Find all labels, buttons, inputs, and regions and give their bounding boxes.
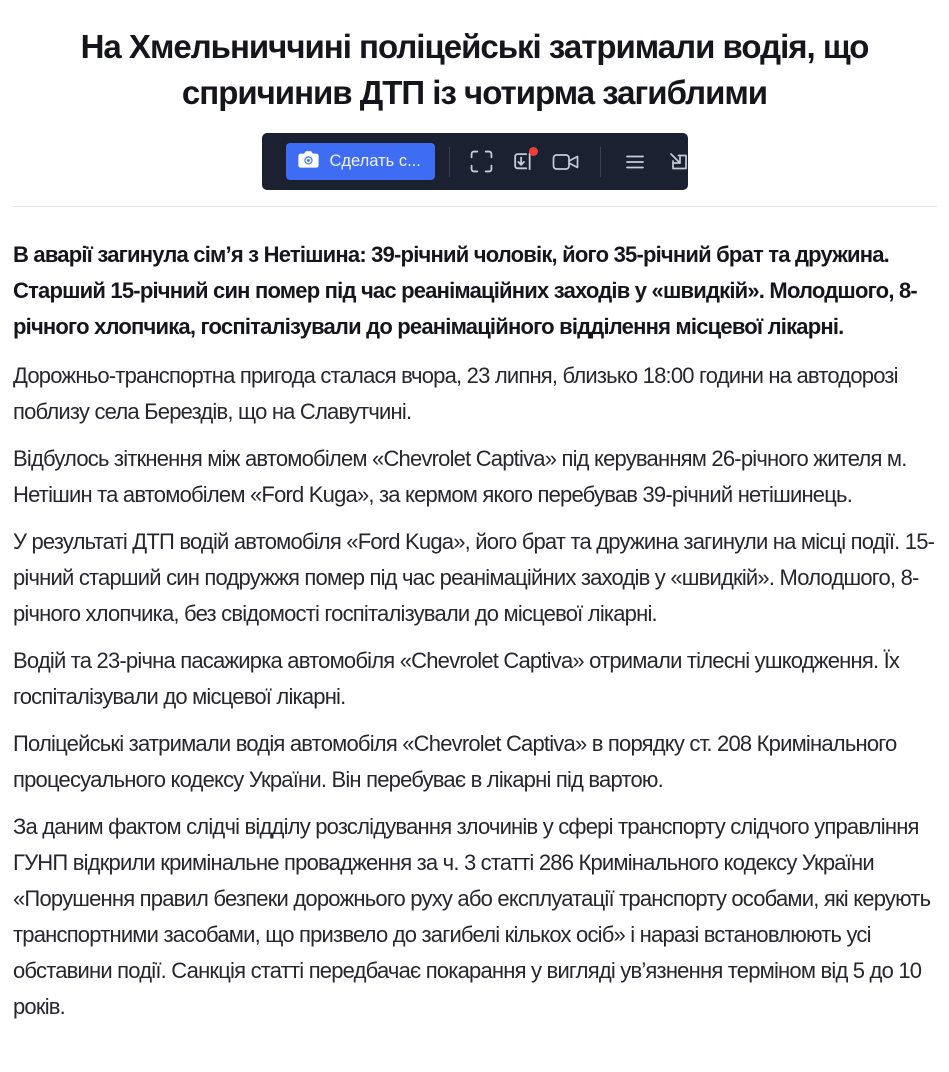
menu-button[interactable]	[625, 154, 645, 170]
hide-panel-button[interactable]	[668, 151, 689, 172]
article-paragraph: Поліцейські затримали водія автомобіля «Chevrolet Captiva» в порядку ст. 208 Кримінального процесуального кодексу України. Він перебуває в лікарні під вартою.	[13, 731, 897, 792]
fullscreen-capture-icon	[470, 150, 493, 173]
article-paragraph: Відбулось зіткнення між автомобілем «Chevrolet Captiva» під керуванням 26-річного жителя м. Нетішин та автомобілем «Ford Kuga», за кермом якого перебував 39-річний нетішинець.	[13, 446, 907, 507]
toolbar-divider	[600, 147, 601, 177]
notification-badge	[529, 147, 538, 156]
article-page	[0, 24, 949, 1025]
camera-icon	[298, 151, 319, 173]
article-body	[13, 237, 935, 1025]
take-screenshot-button[interactable]	[286, 143, 435, 180]
page-title: На Хмельниччині поліцейські затримали водія, що спричинив ДТП із чотирма загиблими	[80, 28, 869, 111]
scrolling-capture-button[interactable]	[512, 151, 533, 172]
article-paragraph: За даним фактом слідчі відділу розслідування злочинів у сфері транспорту слідчого управління ГУНП відкрили кримінальне провадження за ч. 3 статті 286 Кримінального кодексу України «Порушення правил безпеки дорожнього руху або експлуатації транспорту особами, які керують транспортними засобами, що призвело до загибелі кількох осіб» і наразі встановлюють усі обставини події. Санкція статті передбачає покарання у вигляді ув’язнення терміном від 5 до 10 років.	[13, 814, 931, 1019]
article-paragraph: Водій та 23-річна пасажирка автомобіля «Chevrolet Captiva» отримали тілесні ушкодження. Їх госпіталізували до місцевої лікарні.	[13, 648, 900, 709]
screenshot-toolbar	[262, 133, 688, 190]
article-lead: В аварії загинула сім’я з Нетішина: 39-річний чоловік, його 35-річний брат та дружина. Старший 15-річний син помер під час реанімаційних заходів у «швидкій». Молодшого, 8-річного хлопчика, госпіталізували до реанімаційного відділення місцевої лікарні.	[13, 242, 917, 339]
article-paragraph: Дорожньо-транспортна пригода сталася вчора, 23 липня, близько 18:00 години на автодорозі поблизу села Берездів, що на Славутчині.	[13, 363, 898, 424]
toolbar-divider	[449, 147, 450, 177]
hide-panel-icon	[668, 151, 689, 172]
content-divider	[12, 206, 937, 207]
menu-icon	[625, 154, 645, 170]
video-record-icon	[552, 152, 580, 172]
fullscreen-capture-button[interactable]	[470, 150, 493, 173]
article-paragraph: У результаті ДТП водій автомобіля «Ford Kuga», його брат та дружина загинули на місці події. 15-річний старший син подружжя помер під час реанімаційних заходів у «швидкій». Молодшого, 8-річного хлопчика, без свідомості госпіталізували до місцевої лікарні.	[13, 529, 935, 626]
video-record-button[interactable]	[552, 152, 580, 172]
take-screenshot-label: Сделать с...	[329, 152, 421, 170]
